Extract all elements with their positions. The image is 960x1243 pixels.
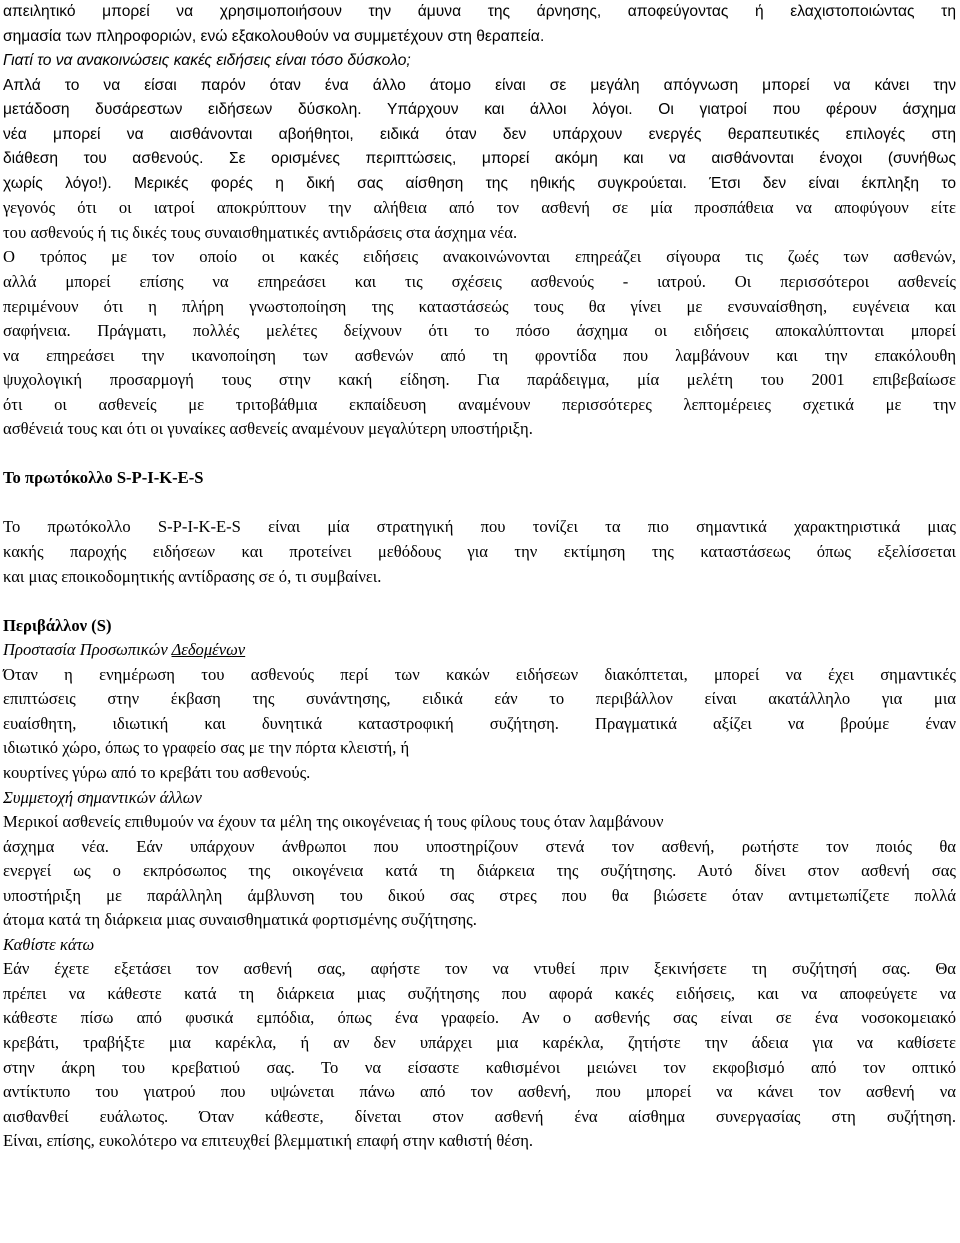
blank-line	[3, 442, 956, 467]
text-line: σαφήνεια. Πράγματι, πολλές μελέτες δείχνουν ότι το πόσο άσχημα οι ειδήσεις αποκαλύπτονται μπορεί	[3, 321, 956, 341]
text-line: Μερικοί ασθενείς επιθυμούν να έχουν τα μέλη της οικογένειας ή τους φίλους τους όταν λαμβάνουν	[3, 812, 664, 832]
text-line: Ο τρόπος με τον οποίο οι κακές ειδήσεις ανακοινώνονται επηρεάζει σίγουρα τις ζωές των ασθενών,	[3, 247, 956, 267]
text-line: ασθένειά τους και ότι οι γυναίκες ασθενείς αναμένουν μεγαλύτερη υποστήριξη.	[3, 419, 533, 439]
text-line: μετάδοση δυσάρεστων ειδήσεων δύσκολη. Υπάρχουν και άλλοι λόγοι. Οι γιατροί που φέρουν άσχημα	[3, 101, 956, 119]
text-line: κρεβάτι, τραβήξτε μια καρέκλα, ή αν δεν υπάρχει μια καρέκλα, ζητήστε την άδεια για να καθίσετε	[3, 1032, 956, 1052]
protocol-heading: Το πρωτόκολλο S-P-I-K-E-S	[3, 468, 204, 488]
text-line: άτομα κατά τη διάρκεια μιας συναισθηματικά φορτισμένης συζήτησης.	[3, 910, 477, 930]
text-line: γεγονός ότι οι ιατροί αποκρύπτουν την αλήθεια από τον ασθενή σε μία προσπάθεια να αποφύγουν είτε	[3, 198, 956, 218]
environment-heading: Περιβάλλον (S)	[3, 615, 112, 635]
text-line: άσχημα νέα. Εάν υπάρχουν άνθρωποι που υποστηρίζουν στενά τον ασθενή, ρωτήστε τον ποιός θα	[3, 836, 956, 856]
text-line: αντίκτυπο του γιατρού που υψώνεται πάνω από τον ασθενή, που μπορεί να κάνει τον ασθενή να	[3, 1082, 956, 1102]
text-line: επιπτώσεις στην έκβαση της συνάντησης, ειδικά εάν το περιβάλλον είναι ακατάλληλο για μια	[3, 689, 956, 709]
text-line: ψυχολογική προσαρμογή τους στην κακή είδηση. Για παράδειγμα, μία μελέτη του 2001 επιβεβαίωσε	[3, 370, 956, 390]
sit-subheading: Καθίστε κάτω	[3, 934, 95, 954]
text-line: πρέπει να κάθεστε κατά τη διάρκεια μιας συζήτησης που αφορά κακές ειδήσεις, και να αποφεύγετε να	[3, 983, 956, 1003]
text-line: ότι οι ασθενείς με τριτοβάθμια εκπαίδευση αναμένουν περισσότερες λεπτομέρειες σχετικά με την	[3, 394, 956, 414]
text-line: ενεργεί ως ο εκπρόσωπος της οικογένεια κατά τη διάρκεια της συζήτησης. Αυτό δίνει στον ασθενή σας	[3, 861, 956, 881]
text-line: υποστήριξη με παράλληλη άμβλυνση του δικού σας στρες που θα βιώσετε όταν αντιμετωπίζετε πολλά	[3, 885, 956, 905]
text-line: του ασθενούς ή τις δικές τους συναισθηματικές αντιδράσεις στα άσχημα νέα.	[3, 222, 518, 242]
text-line: νέα μπορεί να αισθάνονται αβοήθητοι, ειδικά όταν δεν υπάρχουν ενεργές θεραπευτικές επιλογές στη	[3, 125, 956, 143]
protocol-paragraph	[3, 515, 956, 589]
text-line: και μιας εποικοδομητικής αντίδρασης σε ό, τι συμβαίνει.	[3, 566, 382, 586]
text-line: Απλά το να είσαι παρόν όταν ένα άλλο άτομο είναι σε μεγάλη απόγνωση μπορεί να κάνει την	[3, 76, 956, 94]
text-line: κάθεστε πίσω από φυσικά εμπόδια, όπως ένα γραφείο. Αν ο ασθενής σας είναι σε ένα νοσοκομειακό	[3, 1008, 956, 1028]
why-hard-paragraph	[3, 74, 956, 442]
text-line: χωρίς λόγο!). Μερικές φορές η δική σας αίσθηση της ηθικής συγκρούεται. Έτσι δεν είναι έκπληξη το	[3, 174, 956, 192]
privacy-subheading-underlined: Δεδομένων	[171, 640, 246, 660]
privacy-subheading	[3, 638, 956, 663]
text-line: κακής παροχής ειδήσεων και προτείνει μεθόδους για την εκτίμηση της καταστάσεως όπως εξελίσσεται	[3, 542, 956, 562]
others-subheading: Συμμετοχή σημαντικών άλλων	[3, 787, 202, 807]
text-line: Εάν έχετε εξετάσει τον ασθενή σας, αφήστε τον να ντυθεί πριν ξεκινήσετε τη συζήτησή σας. Θα	[3, 959, 956, 979]
intro-paragraph	[3, 0, 956, 49]
text-line: Είναι, επίσης, ευκολότερο να επιτευχθεί βλεμματική επαφή στην καθιστή θέση.	[3, 1131, 534, 1151]
text-line: ευαίσθητη, ιδιωτική και δυνητικά καταστροφική συζήτηση. Πραγματικά αξίζει να βρούμε έναν	[3, 713, 956, 733]
text-line: περιμένουν ότι η πλήρη γνωστοποίηση της καταστάσεώς τους θα γίνει με ενσυναίσθηση, ευγένεια και	[3, 296, 956, 316]
text-line: αλλά μπορεί επίσης να επηρεάσει και τις σχέσεις ασθενούς - ιατρού. Οι περισσότεροι ασθενείς	[3, 272, 956, 292]
sit-paragraph	[3, 957, 956, 1153]
privacy-paragraph	[3, 663, 956, 786]
document-page	[3, 0, 956, 1154]
blank-line	[3, 491, 956, 516]
text-line: διάθεση του ασθενούς. Σε ορισμένες περιπτώσεις, μπορεί ακόμη και να αισθάνονται ένοχοι (συνήθως	[3, 150, 956, 168]
blank-line	[3, 589, 956, 614]
why-hard-question: Γιατί το να ανακοινώσεις κακές ειδήσεις είναι τόσο δύσκολο;	[3, 52, 411, 70]
others-paragraph	[3, 810, 956, 933]
text-line: ιδιωτικό χώρο, όπως το γραφείο σας με την πόρτα κλειστή, ή	[3, 738, 410, 758]
text-line: αισθανθεί ευάλωτος. Όταν κάθεστε, δίνεται στον ασθενή ένα αίσθημα συνεργασίας στη συζήτηση.	[3, 1106, 956, 1126]
text-line: σημασία των πληροφοριών, ενώ εξακολουθούν να συμμετέχουν στη θεραπεία.	[3, 27, 545, 45]
text-line: Όταν η ενημέρωση του ασθενούς περί των κακών ειδήσεων διακόπτεται, μπορεί να έχει σημαντικές	[3, 664, 956, 684]
text-line: στην άκρη του κρεβατιού σας. Το να είσαστε καθισμένοι μειώνει τον εκφοβισμό από τον οπτικό	[3, 1057, 956, 1077]
text-line: Το πρωτόκολλο S-P-I-K-E-S είναι μία στρατηγική που τονίζει τα πιο σημαντικά χαρακτηριστικά μιας	[3, 517, 956, 537]
text-line: απειλητικό μπορεί να χρησιμοποιήσουν την άμυνα της άρνησης, αποφεύγοντας ή ελαχιστοποιώντας τη	[3, 3, 956, 20]
privacy-subheading-part: Προστασία Προσωπικών	[3, 640, 172, 660]
text-line: να επηρεάσει την ικανοποίηση των ασθενών από τη φροντίδα που λαμβάνουν και την επακόλουθη	[3, 345, 956, 365]
text-line: κουρτίνες γύρω από το κρεβάτι του ασθενούς.	[3, 762, 311, 782]
